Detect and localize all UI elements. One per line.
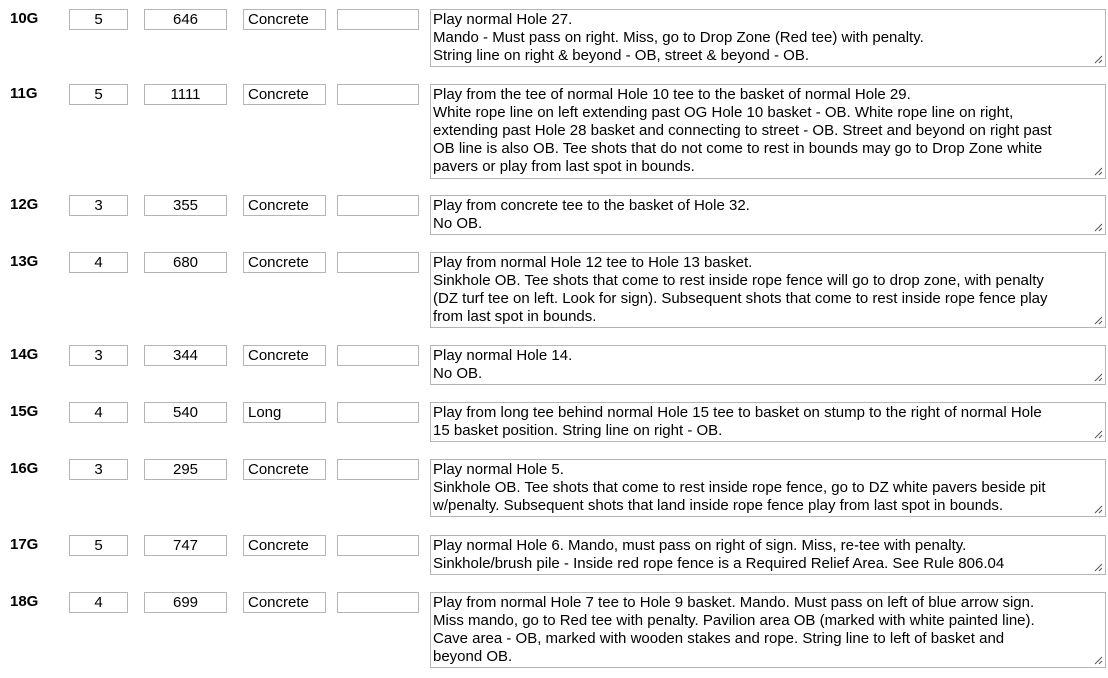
resize-grip-icon[interactable] bbox=[1093, 222, 1103, 232]
hole-notes-text: Play from the tee of normal Hole 10 tee to the basket of normal Hole 29. White rope line on left extending past OG Hole 10 basket - OB. White rope line on right, extending past Hole 28 basket and connecting to street - OB. Street and beyond on right past OB line is also OB. Tee shots that do not come to rest in bounds may go to Drop Zone white pavers or play from last spot in bounds. bbox=[433, 86, 1052, 175]
resize-grip-icon[interactable] bbox=[1093, 372, 1103, 382]
distance-input[interactable] bbox=[144, 345, 227, 366]
hole-notes-textarea[interactable] bbox=[430, 195, 1106, 235]
hole-notes-textarea[interactable] bbox=[430, 252, 1106, 328]
tee-type-input[interactable] bbox=[243, 195, 326, 216]
extra-input[interactable] bbox=[337, 84, 419, 105]
hole-notes-textarea[interactable] bbox=[430, 84, 1106, 179]
par-input[interactable] bbox=[69, 9, 128, 30]
distance-input[interactable] bbox=[144, 592, 227, 613]
extra-input[interactable] bbox=[337, 195, 419, 216]
hole-notes-textarea[interactable] bbox=[430, 459, 1106, 517]
par-input[interactable] bbox=[69, 535, 128, 556]
par-input[interactable] bbox=[69, 459, 128, 480]
tee-type-input[interactable] bbox=[243, 9, 326, 30]
resize-grip-icon[interactable] bbox=[1093, 562, 1103, 572]
distance-input[interactable] bbox=[144, 402, 227, 423]
extra-input[interactable] bbox=[337, 9, 419, 30]
tee-type-input[interactable] bbox=[243, 592, 326, 613]
tee-type-input[interactable] bbox=[243, 252, 326, 273]
extra-input[interactable] bbox=[337, 345, 419, 366]
hole-label: 13G bbox=[10, 253, 39, 270]
resize-grip-icon[interactable] bbox=[1093, 166, 1103, 176]
hole-notes-text: Play normal Hole 27. Mando - Must pass on right. Miss, go to Drop Zone (Red tee) with penalty. String line on right & beyond - OB, street & beyond - OB. bbox=[433, 11, 924, 64]
hole-notes-textarea[interactable] bbox=[430, 345, 1106, 385]
hole-label: 17G bbox=[10, 536, 39, 553]
distance-input[interactable] bbox=[144, 84, 227, 105]
hole-notes-text: Play normal Hole 5. Sinkhole OB. Tee shots that come to rest inside rope fence, go to DZ white pavers beside pit w/penalty. Subsequent shots that land inside rope fence play from last spot in bounds. bbox=[433, 461, 1046, 514]
tee-type-input[interactable] bbox=[243, 459, 326, 480]
par-input[interactable] bbox=[69, 195, 128, 216]
hole-label: 12G bbox=[10, 196, 39, 213]
extra-input[interactable] bbox=[337, 592, 419, 613]
resize-grip-icon[interactable] bbox=[1093, 54, 1103, 64]
hole-notes-text: Play normal Hole 14. No OB. bbox=[433, 347, 573, 382]
hole-notes-text: Play from concrete tee to the basket of Hole 32. No OB. bbox=[433, 197, 750, 232]
hole-notes-textarea[interactable] bbox=[430, 535, 1106, 575]
par-input[interactable] bbox=[69, 592, 128, 613]
resize-grip-icon[interactable] bbox=[1093, 315, 1103, 325]
hole-label: 15G bbox=[10, 403, 39, 420]
par-input[interactable] bbox=[69, 84, 128, 105]
extra-input[interactable] bbox=[337, 402, 419, 423]
hole-notes-text: Play from normal Hole 12 tee to Hole 13 basket. Sinkhole OB. Tee shots that come to rest inside rope fence will go to drop zone, with penalty (DZ turf tee on left. Look for sign). Subsequent shots that come to rest inside rope fence play from last spot in bounds. bbox=[433, 254, 1048, 325]
distance-input[interactable] bbox=[144, 195, 227, 216]
extra-input[interactable] bbox=[337, 459, 419, 480]
par-input[interactable] bbox=[69, 345, 128, 366]
tee-type-input[interactable] bbox=[243, 345, 326, 366]
resize-grip-icon[interactable] bbox=[1093, 429, 1103, 439]
distance-input[interactable] bbox=[144, 9, 227, 30]
hole-label: 16G bbox=[10, 460, 39, 477]
tee-type-input[interactable] bbox=[243, 402, 326, 423]
hole-notes-text: Play normal Hole 6. Mando, must pass on right of sign. Miss, re-tee with penalty. Sinkhole/brush pile - Inside red rope fence is a Required Relief Area. See Rule 806.04 bbox=[433, 537, 1005, 572]
hole-notes-textarea[interactable] bbox=[430, 402, 1106, 442]
hole-notes-text: Play from normal Hole 7 tee to Hole 9 basket. Mando. Must pass on left of blue arrow sign. Miss mando, go to Red tee with penalty. Pavilion area OB (marked with white painted line). Cave area - OB, marked with wooden stakes and rope. String line to left of basket and beyond OB. bbox=[433, 594, 1035, 665]
tee-type-input[interactable] bbox=[243, 84, 326, 105]
extra-input[interactable] bbox=[337, 535, 419, 556]
hole-label: 11G bbox=[10, 85, 38, 102]
resize-grip-icon[interactable] bbox=[1093, 655, 1103, 665]
hole-notes-textarea[interactable] bbox=[430, 9, 1106, 67]
hole-label: 18G bbox=[10, 593, 39, 610]
hole-label: 10G bbox=[10, 10, 39, 27]
distance-input[interactable] bbox=[144, 252, 227, 273]
par-input[interactable] bbox=[69, 402, 128, 423]
resize-grip-icon[interactable] bbox=[1093, 504, 1103, 514]
extra-input[interactable] bbox=[337, 252, 419, 273]
hole-notes-textarea[interactable] bbox=[430, 592, 1106, 668]
distance-input[interactable] bbox=[144, 459, 227, 480]
hole-notes-text: Play from long tee behind normal Hole 15 tee to basket on stump to the right of normal Hole 15 basket position. String line on right - OB. bbox=[433, 404, 1042, 439]
tee-type-input[interactable] bbox=[243, 535, 326, 556]
hole-label: 14G bbox=[10, 346, 39, 363]
par-input[interactable] bbox=[69, 252, 128, 273]
distance-input[interactable] bbox=[144, 535, 227, 556]
